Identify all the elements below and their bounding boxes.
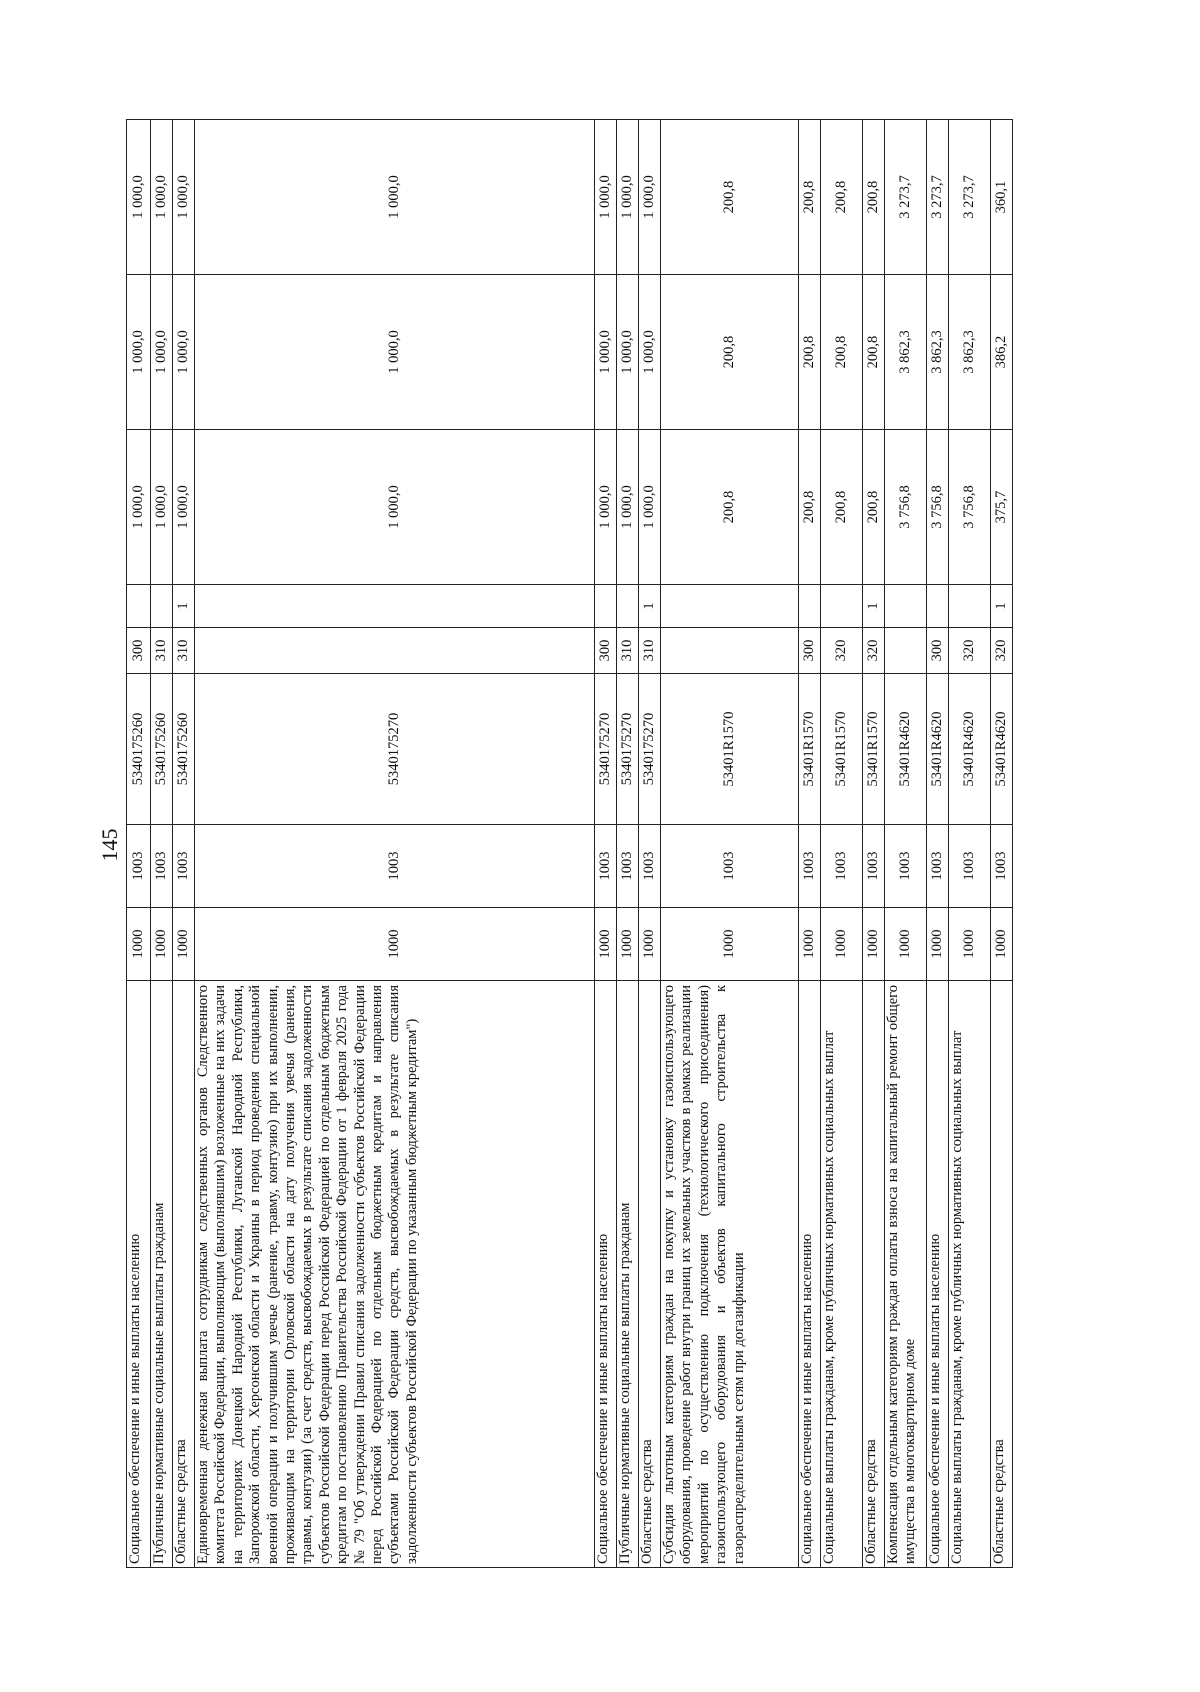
- target-article-code: 5340175260: [173, 674, 195, 825]
- amount-year-1: 1 000,0: [639, 430, 661, 585]
- section-code: 1000: [195, 908, 595, 981]
- table-row: [151, 120, 173, 1568]
- amount-year-3: 200,8: [863, 120, 885, 275]
- amount-year-2: 386,2: [991, 275, 1013, 430]
- amount-year-2: 200,8: [821, 275, 863, 430]
- amount-year-3: 3 273,7: [949, 120, 991, 275]
- expense-type-code: 310: [617, 628, 639, 674]
- source-mark: [127, 585, 151, 628]
- target-article-code: 5340175270: [595, 674, 617, 825]
- amount-year-1: 1 000,0: [173, 430, 195, 585]
- expense-type-code: 310: [151, 628, 173, 674]
- target-article-code: 53401R1570: [661, 674, 799, 825]
- amount-year-3: 1 000,0: [195, 120, 595, 275]
- subsection-code: 1003: [799, 825, 821, 908]
- amount-year-1: 1 000,0: [151, 430, 173, 585]
- section-code: 1000: [863, 908, 885, 981]
- section-code: 1000: [151, 908, 173, 981]
- section-code: 1000: [639, 908, 661, 981]
- amount-year-3: 200,8: [799, 120, 821, 275]
- source-mark: [949, 585, 991, 628]
- amount-year-2: 3 862,3: [927, 275, 949, 430]
- source-mark: [661, 585, 799, 628]
- row-description: Социальные выплаты гражданам, кроме публичных нормативных социальных выплат: [949, 981, 991, 1568]
- subsection-code: 1003: [595, 825, 617, 908]
- row-description: Социальное обеспечение и иные выплаты населению: [799, 981, 821, 1568]
- table-row: [927, 120, 949, 1568]
- amount-year-2: 1 000,0: [195, 275, 595, 430]
- section-code: 1000: [617, 908, 639, 981]
- subsection-code: 1003: [127, 825, 151, 908]
- target-article-code: 5340175270: [195, 674, 595, 825]
- amount-year-3: 1 000,0: [639, 120, 661, 275]
- subsection-code: 1003: [885, 825, 927, 908]
- amount-year-1: 3 756,8: [885, 430, 927, 585]
- source-mark: [195, 585, 595, 628]
- subsection-code: 1003: [151, 825, 173, 908]
- amount-year-2: 200,8: [863, 275, 885, 430]
- section-code: 1000: [173, 908, 195, 981]
- row-description: Публичные нормативные социальные выплаты гражданам: [617, 981, 639, 1568]
- source-mark: 1: [863, 585, 885, 628]
- row-description: Областные средства: [173, 981, 195, 1568]
- row-description: Областные средства: [863, 981, 885, 1568]
- amount-year-2: 1 000,0: [173, 275, 195, 430]
- table-row: [173, 120, 195, 1568]
- amount-year-1: 3 756,8: [949, 430, 991, 585]
- subsection-code: 1003: [991, 825, 1013, 908]
- row-description: Областные средства: [991, 981, 1013, 1568]
- target-article-code: 53401R1570: [863, 674, 885, 825]
- subsection-code: 1003: [821, 825, 863, 908]
- expense-type-code: 310: [173, 628, 195, 674]
- row-description: Социальные выплаты гражданам, кроме публичных нормативных социальных выплат: [821, 981, 863, 1568]
- row-description: Единовременная денежная выплата сотрудникам следственных органов Следственного комитета Российской Федерации, выполняющим (выполнявшим) возложенные на них задачи на территориях Донецкой Народной Республики, Луганской Народной Республики, Запорожской области, Херсонской области и Украины в период проведения специальной военной операции и получившим увечье (ранение, травму, контузию) при их выполнении, проживающим на территории Орловской области на дату получения увечья (ранения, травмы, контузии) (за счет средств, высвобождаемых в результате списания задолженности субъектов Российской Федерации перед Российской Федерацией по отдельным бюджетным кредитам по постановлению Правительства Российской Федерации от 1 февраля 2025 года № 79 "Об утверждении Правил списания задолженности субъектов Российской Федерации перед Российской Федерацией по отдельным бюджетным кредитам и направления субъектами Российской Федерации средств, высвобождаемых в результате списания задолженности субъектов Российской Федерации по указанным бюджетным кредитам"): [195, 981, 595, 1568]
- expense-type-code: 300: [595, 628, 617, 674]
- row-description: Областные средства: [639, 981, 661, 1568]
- amount-year-2: 3 862,3: [949, 275, 991, 430]
- amount-year-3: 360,1: [991, 120, 1013, 275]
- section-code: 1000: [949, 908, 991, 981]
- amount-year-3: 3 273,7: [885, 120, 927, 275]
- subsection-code: 1003: [661, 825, 799, 908]
- section-code: 1000: [595, 908, 617, 981]
- section-code: 1000: [927, 908, 949, 981]
- rotated-table-container: [126, 120, 1009, 1568]
- budget-table: [126, 119, 1013, 1568]
- target-article-code: 5340175260: [151, 674, 173, 825]
- target-article-code: 5340175270: [617, 674, 639, 825]
- row-description: Социальное обеспечение и иные выплаты населению: [595, 981, 617, 1568]
- target-article-code: 53401R1570: [821, 674, 863, 825]
- amount-year-2: 1 000,0: [595, 275, 617, 430]
- amount-year-1: 1 000,0: [595, 430, 617, 585]
- expense-type-code: 320: [991, 628, 1013, 674]
- amount-year-3: 1 000,0: [127, 120, 151, 275]
- amount-year-1: 3 756,8: [927, 430, 949, 585]
- amount-year-2: 1 000,0: [639, 275, 661, 430]
- row-description: Компенсация отдельным категориям граждан оплаты взноса на капитальный ремонт общего имущества в многоквартирном доме: [885, 981, 927, 1568]
- section-code: 1000: [127, 908, 151, 981]
- amount-year-1: 200,8: [863, 430, 885, 585]
- subsection-code: 1003: [195, 825, 595, 908]
- target-article-code: 5340175270: [639, 674, 661, 825]
- subsection-code: 1003: [863, 825, 885, 908]
- amount-year-1: 200,8: [661, 430, 799, 585]
- amount-year-2: 200,8: [799, 275, 821, 430]
- source-mark: 1: [639, 585, 661, 628]
- subsection-code: 1003: [927, 825, 949, 908]
- page-number: 145: [97, 828, 122, 862]
- table-row: [949, 120, 991, 1568]
- source-mark: [595, 585, 617, 628]
- amount-year-1: 375,7: [991, 430, 1013, 585]
- row-description: Социальное обеспечение и иные выплаты населению: [127, 981, 151, 1568]
- section-code: 1000: [821, 908, 863, 981]
- table-row: [127, 120, 151, 1568]
- amount-year-1: 1 000,0: [195, 430, 595, 585]
- amount-year-3: 3 273,7: [927, 120, 949, 275]
- expense-type-code: [885, 628, 927, 674]
- table-row: [617, 120, 639, 1568]
- subsection-code: 1003: [173, 825, 195, 908]
- section-code: 1000: [885, 908, 927, 981]
- amount-year-2: 1 000,0: [151, 275, 173, 430]
- source-mark: [885, 585, 927, 628]
- source-mark: [617, 585, 639, 628]
- row-description: Субсидия льготным категориям граждан на покупку и установку газоиспользующего оборудования, проведение работ внутри границ их земельных участков в рамках реализации мероприятий по осуществлению подключения (технологического присоединения) газоиспользующего оборудования и объектов капитального строительства к газораспределительным сетям при догазификации: [661, 981, 799, 1568]
- table-row: [661, 120, 799, 1568]
- section-code: 1000: [661, 908, 799, 981]
- target-article-code: 5340175260: [127, 674, 151, 825]
- target-article-code: 53401R4620: [949, 674, 991, 825]
- expense-type-code: 300: [127, 628, 151, 674]
- amount-year-3: 1 000,0: [173, 120, 195, 275]
- amount-year-1: 1 000,0: [617, 430, 639, 585]
- amount-year-1: 200,8: [799, 430, 821, 585]
- expense-type-code: 320: [949, 628, 991, 674]
- subsection-code: 1003: [639, 825, 661, 908]
- table-row: [595, 120, 617, 1568]
- amount-year-2: 3 862,3: [885, 275, 927, 430]
- table-row: [639, 120, 661, 1568]
- amount-year-2: 200,8: [661, 275, 799, 430]
- table-row: [195, 120, 595, 1568]
- source-mark: 1: [173, 585, 195, 628]
- section-code: 1000: [991, 908, 1013, 981]
- target-article-code: 53401R1570: [799, 674, 821, 825]
- source-mark: 1: [991, 585, 1013, 628]
- table-row: [885, 120, 927, 1568]
- expense-type-code: 300: [927, 628, 949, 674]
- source-mark: [927, 585, 949, 628]
- source-mark: [799, 585, 821, 628]
- expense-type-code: [195, 628, 595, 674]
- target-article-code: 53401R4620: [885, 674, 927, 825]
- source-mark: [151, 585, 173, 628]
- amount-year-3: 1 000,0: [617, 120, 639, 275]
- expense-type-code: 320: [821, 628, 863, 674]
- amount-year-1: 200,8: [821, 430, 863, 585]
- expense-type-code: 300: [799, 628, 821, 674]
- table-row: [991, 120, 1013, 1568]
- expense-type-code: [661, 628, 799, 674]
- amount-year-3: 200,8: [821, 120, 863, 275]
- table-row: [821, 120, 863, 1568]
- table-row: [799, 120, 821, 1568]
- expense-type-code: 310: [639, 628, 661, 674]
- source-mark: [821, 585, 863, 628]
- subsection-code: 1003: [949, 825, 991, 908]
- row-description: Социальное обеспечение и иные выплаты населению: [927, 981, 949, 1568]
- target-article-code: 53401R4620: [991, 674, 1013, 825]
- amount-year-3: 1 000,0: [151, 120, 173, 275]
- section-code: 1000: [799, 908, 821, 981]
- amount-year-3: 1 000,0: [595, 120, 617, 275]
- expense-type-code: 320: [863, 628, 885, 674]
- table-row: [863, 120, 885, 1568]
- amount-year-2: 1 000,0: [127, 275, 151, 430]
- amount-year-2: 1 000,0: [617, 275, 639, 430]
- amount-year-3: 200,8: [661, 120, 799, 275]
- row-description: Публичные нормативные социальные выплаты гражданам: [151, 981, 173, 1568]
- subsection-code: 1003: [617, 825, 639, 908]
- amount-year-1: 1 000,0: [127, 430, 151, 585]
- target-article-code: 53401R4620: [927, 674, 949, 825]
